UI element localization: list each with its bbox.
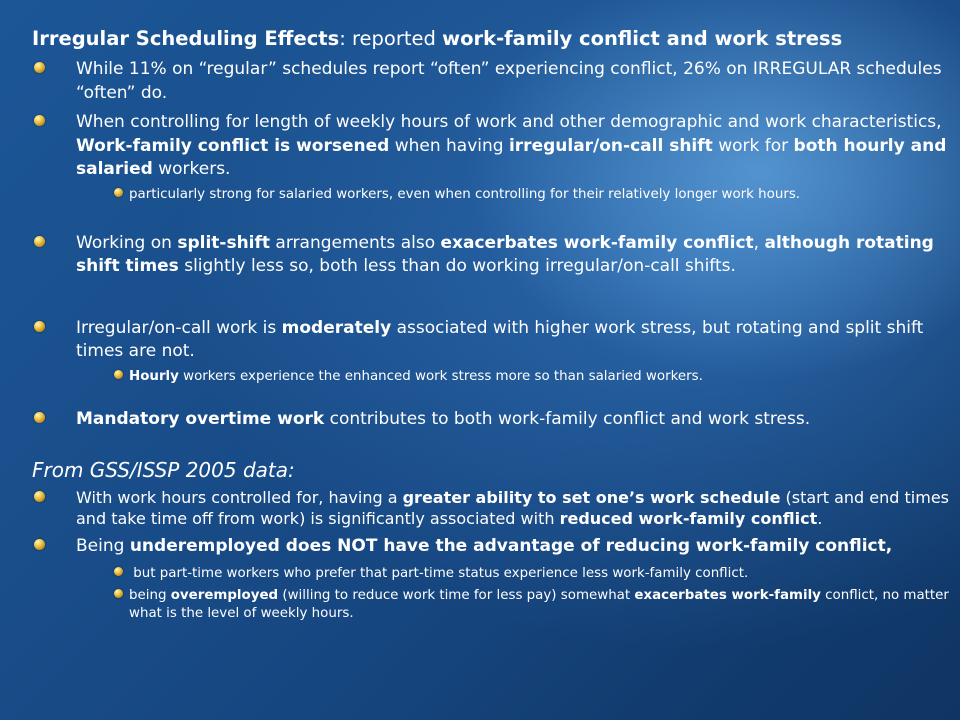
gold-bullet-icon	[34, 321, 45, 332]
sub-bullet-item-2a	[32, 186, 952, 204]
bullet-text: contributes to both work-family conflict and work stress.	[324, 408, 811, 429]
bullet-item-2	[32, 111, 952, 182]
bullet-text: Working on	[76, 232, 178, 253]
bullet-bold: underemployed does NOT have the advantage of reducing work-family conflict,	[129, 536, 893, 556]
bullet-text: (start and end times and take time off from work) is significantly associated with	[76, 488, 949, 528]
gold-bullet-icon	[34, 412, 45, 423]
bullet-bold: split-shift	[177, 232, 271, 253]
heading-bold-1: Irregular Scheduling Effects	[32, 27, 340, 50]
bullet-text: Being	[76, 536, 130, 556]
bullet-bold: although rotating shift times	[76, 232, 934, 276]
section-heading-irregular-scheduling	[32, 26, 952, 52]
bullet-text: when having	[389, 135, 509, 156]
section-heading-gss-issp: From GSS/ISSP 2005 data:	[32, 458, 295, 482]
bullet-text: slightly less so, both less than do working irregular/on-call shifts.	[178, 256, 736, 276]
gold-bullet-icon	[34, 62, 45, 73]
sub-bullet-item-4a	[32, 368, 952, 386]
bullet-bold: Work-family conflict is worsened	[76, 135, 390, 156]
gold-bullet-icon	[34, 115, 45, 126]
sub-bullet-text: workers experience the enhanced work stress more so than salaried workers.	[178, 368, 703, 384]
bullet-item-3	[32, 232, 952, 279]
bullet-text: work for	[712, 135, 794, 156]
bullet-item-5	[32, 408, 952, 432]
sub-bullet-item-7b	[32, 587, 952, 623]
bullet-bold: irregular/on-call shift	[508, 135, 713, 156]
sub-bullet-text: being	[129, 587, 171, 603]
bullet-item-6	[32, 487, 952, 529]
sub-bullet-bold: overemployed	[170, 587, 279, 603]
gold-bullet-icon	[34, 236, 45, 247]
bullet-text: ,	[753, 232, 765, 253]
bullet-text: workers.	[152, 159, 231, 179]
bullet-bold: both hourly and salaried	[76, 135, 947, 179]
heading-text: : reported	[339, 27, 443, 50]
sub-bullet-bold: exacerbates work-family	[634, 587, 821, 603]
bullet-item-4	[32, 317, 952, 364]
bullet-bold: Mandatory overtime work	[76, 408, 325, 429]
bullet-text: With work hours controlled for, having a	[76, 488, 403, 507]
bullet-bold: exacerbates work-family conflict	[440, 232, 754, 253]
bullet-bold: reduced work-family conflict	[559, 509, 818, 528]
bullet-text: associated with higher work stress, but rotating and split shift times are not.	[76, 317, 924, 361]
gold-sub-bullet-icon	[114, 188, 123, 197]
bullet-item-7	[32, 535, 952, 559]
bullet-text: While 11% on “regular” schedules report “often” experiencing conflict, 26% on IRREGULAR schedules “often” do.	[76, 59, 942, 103]
bullet-text: When controlling for length of weekly hours of work and other demographic and work characteristics,	[76, 112, 942, 132]
sub-bullet-text: but part-time workers who prefer that part-time status experience less work-family conflict.	[129, 565, 749, 581]
bullet-bold: moderately	[281, 317, 392, 338]
sub-bullet-text: particularly strong for salaried workers, even when controlling for their relatively longer work hours.	[129, 186, 801, 202]
gold-sub-bullet-icon	[114, 589, 123, 598]
sub-bullet-bold: Hourly	[129, 368, 179, 384]
bullet-text: Irregular/on-call work is	[76, 317, 282, 338]
bullet-text: .	[817, 509, 823, 528]
gold-sub-bullet-icon	[114, 567, 123, 576]
heading-bold-2: work-family conflict and work stress	[442, 27, 843, 50]
slide-body	[32, 26, 952, 623]
bullet-bold: greater ability to set one’s work schedule	[402, 488, 781, 507]
gold-bullet-icon	[34, 539, 45, 550]
gold-bullet-icon	[34, 491, 45, 502]
gold-sub-bullet-icon	[114, 370, 123, 379]
sub-bullet-text: (willing to reduce work time for less pay) somewhat	[278, 587, 635, 603]
sub-bullet-text: conflict, no matter what is the level of weekly hours.	[129, 587, 949, 621]
sub-bullet-item-7a	[32, 565, 952, 583]
bullet-text: arrangements also	[270, 232, 441, 253]
bullet-item-1	[32, 58, 952, 105]
